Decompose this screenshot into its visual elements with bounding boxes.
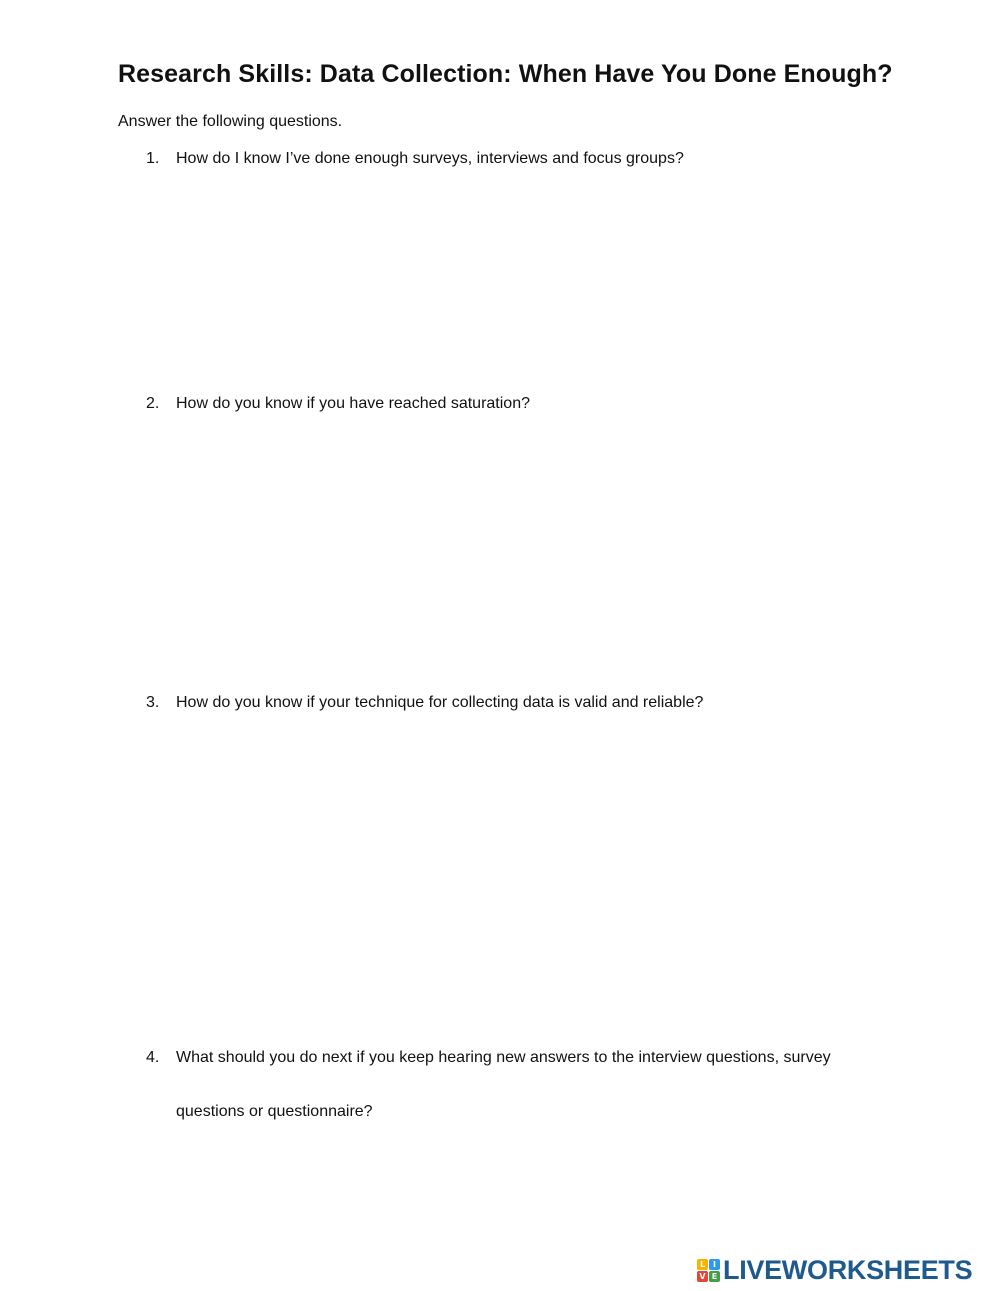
page-title: Research Skills: Data Collection: When Have You Done Enough? [118,60,893,88]
logo-block-i: I [709,1259,720,1270]
instructions: Answer the following questions. [118,113,343,130]
question-number: 1. [146,150,160,167]
question-number: 3. [146,694,160,711]
question-text-continuation: questions or questionnaire? [176,1103,373,1120]
question-text: How do I know I’ve done enough surveys, interviews and focus groups? [176,150,684,167]
logo-text: LIVEWORKSHEETS [723,1255,973,1285]
logo-block-l: L [697,1259,708,1270]
question-text: What should you do next if you keep hearing new answers to the interview questions, survey [176,1049,831,1066]
question-text: How do you know if your technique for collecting data is valid and reliable? [176,694,704,711]
live-blocks-icon [697,1259,720,1282]
question-text: How do you know if you have reached saturation? [176,395,530,412]
logo-block-e: E [709,1271,720,1282]
liveworksheets-logo [697,1256,972,1284]
logo-block-v: V [697,1271,708,1282]
question-number: 2. [146,395,160,412]
question-number: 4. [146,1049,160,1066]
